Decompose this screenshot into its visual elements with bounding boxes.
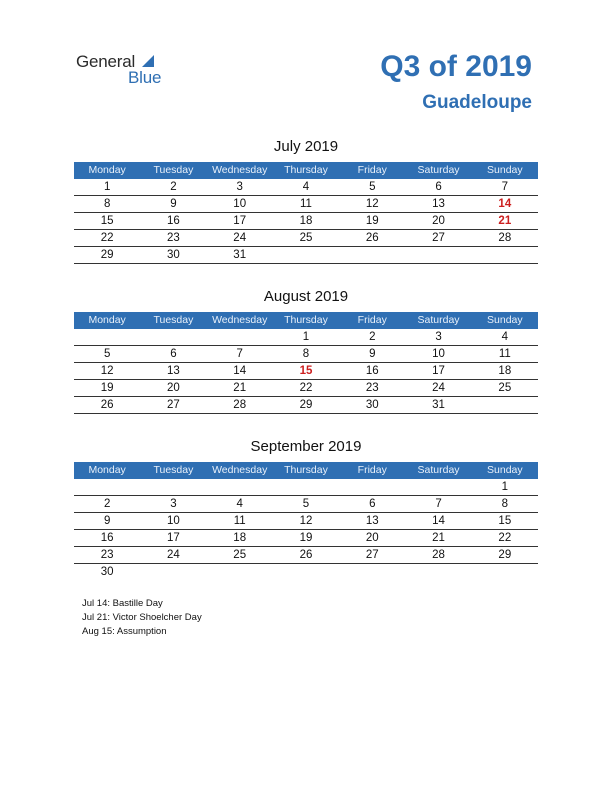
day-cell: [339, 564, 405, 581]
day-cell: [140, 479, 206, 495]
month-title: August 2019: [263, 288, 349, 305]
day-cell: 29: [100, 249, 114, 261]
day-cell: 3: [170, 498, 177, 510]
day-cell: [273, 564, 339, 581]
day-cell: [207, 479, 273, 495]
day-cell: 12: [299, 515, 313, 527]
day-cell: 2: [170, 181, 177, 193]
day-cell: 4: [236, 498, 243, 510]
day-cell: 9: [369, 348, 376, 360]
day-cell: 22: [299, 382, 313, 394]
weekday-label: Sunday: [487, 464, 523, 476]
weekday-label: Friday: [357, 464, 387, 476]
day-cell: 14: [432, 515, 445, 527]
day-cell: 16: [167, 215, 180, 227]
day-cell: 6: [369, 498, 376, 510]
week-row: [74, 547, 538, 564]
holiday-list: [82, 597, 202, 639]
day-cell: 4: [501, 331, 509, 343]
day-cell: 24: [167, 549, 180, 561]
day-cell: [140, 564, 206, 581]
day-cell: 26: [365, 232, 379, 244]
day-cell: 26: [100, 399, 114, 411]
day-cell: [273, 479, 339, 495]
day-cell: 21: [233, 382, 247, 394]
day-cell: 12: [365, 198, 379, 210]
day-cell: 18: [299, 215, 313, 227]
day-cell: 12: [100, 365, 114, 377]
day-cell: 30: [167, 249, 180, 261]
holiday-item: Jul 14: Bastille Day: [82, 598, 163, 609]
month-title: July 2019: [273, 138, 339, 155]
day-cell: 30: [100, 566, 114, 578]
day-cell: 18: [233, 532, 247, 544]
weekday-label: Tuesday: [153, 164, 194, 176]
weekday-header: [74, 462, 538, 479]
day-cell: 29: [299, 399, 313, 411]
day-cell: 11: [300, 198, 312, 210]
weekday-header: [74, 312, 538, 329]
week-row: [74, 346, 538, 363]
day-cell: 3: [435, 331, 442, 343]
day-cell: [140, 329, 206, 345]
week-row: [74, 397, 538, 414]
day-cell: 20: [432, 215, 445, 227]
day-cell: 6: [170, 348, 177, 360]
weekday-label: Thursday: [284, 464, 328, 476]
day-cell: 16: [365, 365, 379, 377]
day-cell: 17: [167, 532, 180, 544]
week-row: [74, 329, 538, 346]
region-subtitle: Guadeloupe: [422, 92, 532, 113]
day-cell: 14: [233, 365, 247, 377]
day-cell: 27: [167, 399, 180, 411]
day-cell: [472, 564, 538, 581]
logo-text-blue: Blue: [128, 68, 162, 87]
day-cell: 8: [501, 498, 509, 510]
week-row: [74, 230, 538, 247]
holiday-item: Jul 21: Victor Shoelcher Day: [82, 612, 202, 623]
day-cell: 5: [302, 498, 310, 510]
day-cell: 1: [103, 181, 111, 193]
weekday-label: Thursday: [284, 164, 328, 176]
month-september: [74, 437, 538, 581]
day-cell: 23: [365, 382, 379, 394]
generalblue-logo: [76, 52, 186, 88]
day-cell: 28: [432, 549, 445, 561]
day-cell: [472, 247, 538, 263]
day-cell: 31: [432, 399, 445, 411]
day-cell: 28: [233, 399, 247, 411]
week-row: [74, 213, 538, 230]
day-cell: 2: [103, 498, 111, 510]
day-cell: 23: [167, 232, 180, 244]
weekday-label: Saturday: [417, 314, 460, 326]
day-cell: 11: [498, 348, 511, 360]
day-cell: 16: [100, 532, 114, 544]
holiday-item: Aug 15: Assumption: [82, 626, 167, 637]
day-cell: [405, 564, 471, 581]
day-cell: 20: [365, 532, 379, 544]
day-cell: 19: [365, 215, 379, 227]
day-cell: 27: [432, 232, 445, 244]
day-cell: 22: [100, 232, 114, 244]
day-cell: 1: [501, 481, 509, 493]
week-row: [74, 479, 538, 496]
day-cell: 9: [170, 198, 177, 210]
day-cell: [207, 329, 273, 345]
holiday-day-cell: 15: [299, 365, 313, 377]
logo-text-general: General: [76, 52, 136, 71]
day-cell: 8: [302, 348, 310, 360]
day-cell: 7: [435, 498, 442, 510]
weekday-label: Monday: [88, 314, 126, 326]
weekday-label: Tuesday: [153, 464, 194, 476]
day-cell: 24: [233, 232, 247, 244]
week-row: [74, 564, 538, 581]
day-cell: 8: [103, 198, 111, 210]
day-cell: [74, 479, 140, 495]
day-cell: 28: [498, 232, 512, 244]
day-cell: 5: [369, 181, 376, 193]
day-cell: 25: [299, 232, 313, 244]
week-row: [74, 513, 538, 530]
holiday-day-cell: 21: [498, 215, 512, 227]
day-cell: 25: [233, 549, 247, 561]
day-cell: 13: [365, 515, 379, 527]
month-july: [74, 137, 538, 264]
week-row: [74, 380, 538, 397]
month-august: [74, 287, 538, 414]
day-cell: 30: [365, 399, 379, 411]
day-cell: 18: [498, 365, 512, 377]
day-cell: [405, 247, 471, 263]
day-cell: [405, 479, 471, 495]
day-cell: 17: [432, 365, 445, 377]
weekday-label: Sunday: [487, 314, 523, 326]
day-cell: 7: [236, 348, 243, 360]
day-cell: [339, 479, 405, 495]
page-title: Q3 of 2019: [380, 50, 532, 83]
weekday-label: Monday: [88, 164, 126, 176]
day-cell: 11: [233, 515, 246, 527]
day-cell: 26: [299, 549, 313, 561]
weekday-label: Saturday: [417, 164, 460, 176]
logo-triangle-icon: [142, 55, 154, 67]
day-cell: 10: [233, 198, 247, 210]
day-cell: 7: [501, 181, 509, 193]
week-row: [74, 530, 538, 547]
day-cell: 9: [103, 515, 111, 527]
day-cell: 19: [100, 382, 114, 394]
weekday-label: Friday: [357, 314, 387, 326]
weekday-label: Saturday: [417, 464, 460, 476]
day-cell: 15: [100, 215, 114, 227]
day-cell: 31: [233, 249, 247, 261]
day-cell: 13: [167, 365, 180, 377]
holiday-day-cell: 14: [498, 198, 512, 210]
day-cell: 10: [432, 348, 445, 360]
day-cell: 29: [498, 549, 512, 561]
week-row: [74, 363, 538, 380]
day-cell: 20: [167, 382, 180, 394]
weekday-label: Friday: [357, 164, 387, 176]
weekday-label: Wednesday: [212, 164, 268, 176]
weekday-label: Wednesday: [212, 314, 268, 326]
weekday-header: [74, 162, 538, 179]
day-cell: 3: [236, 181, 243, 193]
day-cell: 10: [167, 515, 180, 527]
day-cell: 5: [103, 348, 111, 360]
day-cell: [472, 397, 538, 413]
day-cell: 23: [100, 549, 114, 561]
week-row: [74, 196, 538, 213]
day-cell: 4: [302, 181, 310, 193]
day-cell: 6: [435, 181, 442, 193]
day-cell: 1: [302, 331, 310, 343]
day-cell: [74, 329, 140, 345]
day-cell: 15: [498, 515, 512, 527]
weekday-label: Wednesday: [212, 464, 268, 476]
weekday-label: Thursday: [284, 314, 328, 326]
weekday-label: Monday: [88, 464, 126, 476]
day-cell: 21: [432, 532, 445, 544]
day-cell: [273, 247, 339, 263]
week-row: [74, 179, 538, 196]
week-row: [74, 496, 538, 513]
day-cell: 24: [432, 382, 445, 394]
month-title: September 2019: [250, 438, 362, 455]
day-cell: [207, 564, 273, 581]
day-cell: 27: [365, 549, 379, 561]
day-cell: 22: [498, 532, 512, 544]
day-cell: 2: [369, 331, 376, 343]
weekday-label: Sunday: [487, 164, 523, 176]
week-row: [74, 247, 538, 264]
day-cell: 19: [299, 532, 313, 544]
weekday-label: Tuesday: [153, 314, 194, 326]
day-cell: [339, 247, 405, 263]
day-cell: 17: [233, 215, 247, 227]
day-cell: 13: [432, 198, 445, 210]
day-cell: 25: [498, 382, 512, 394]
